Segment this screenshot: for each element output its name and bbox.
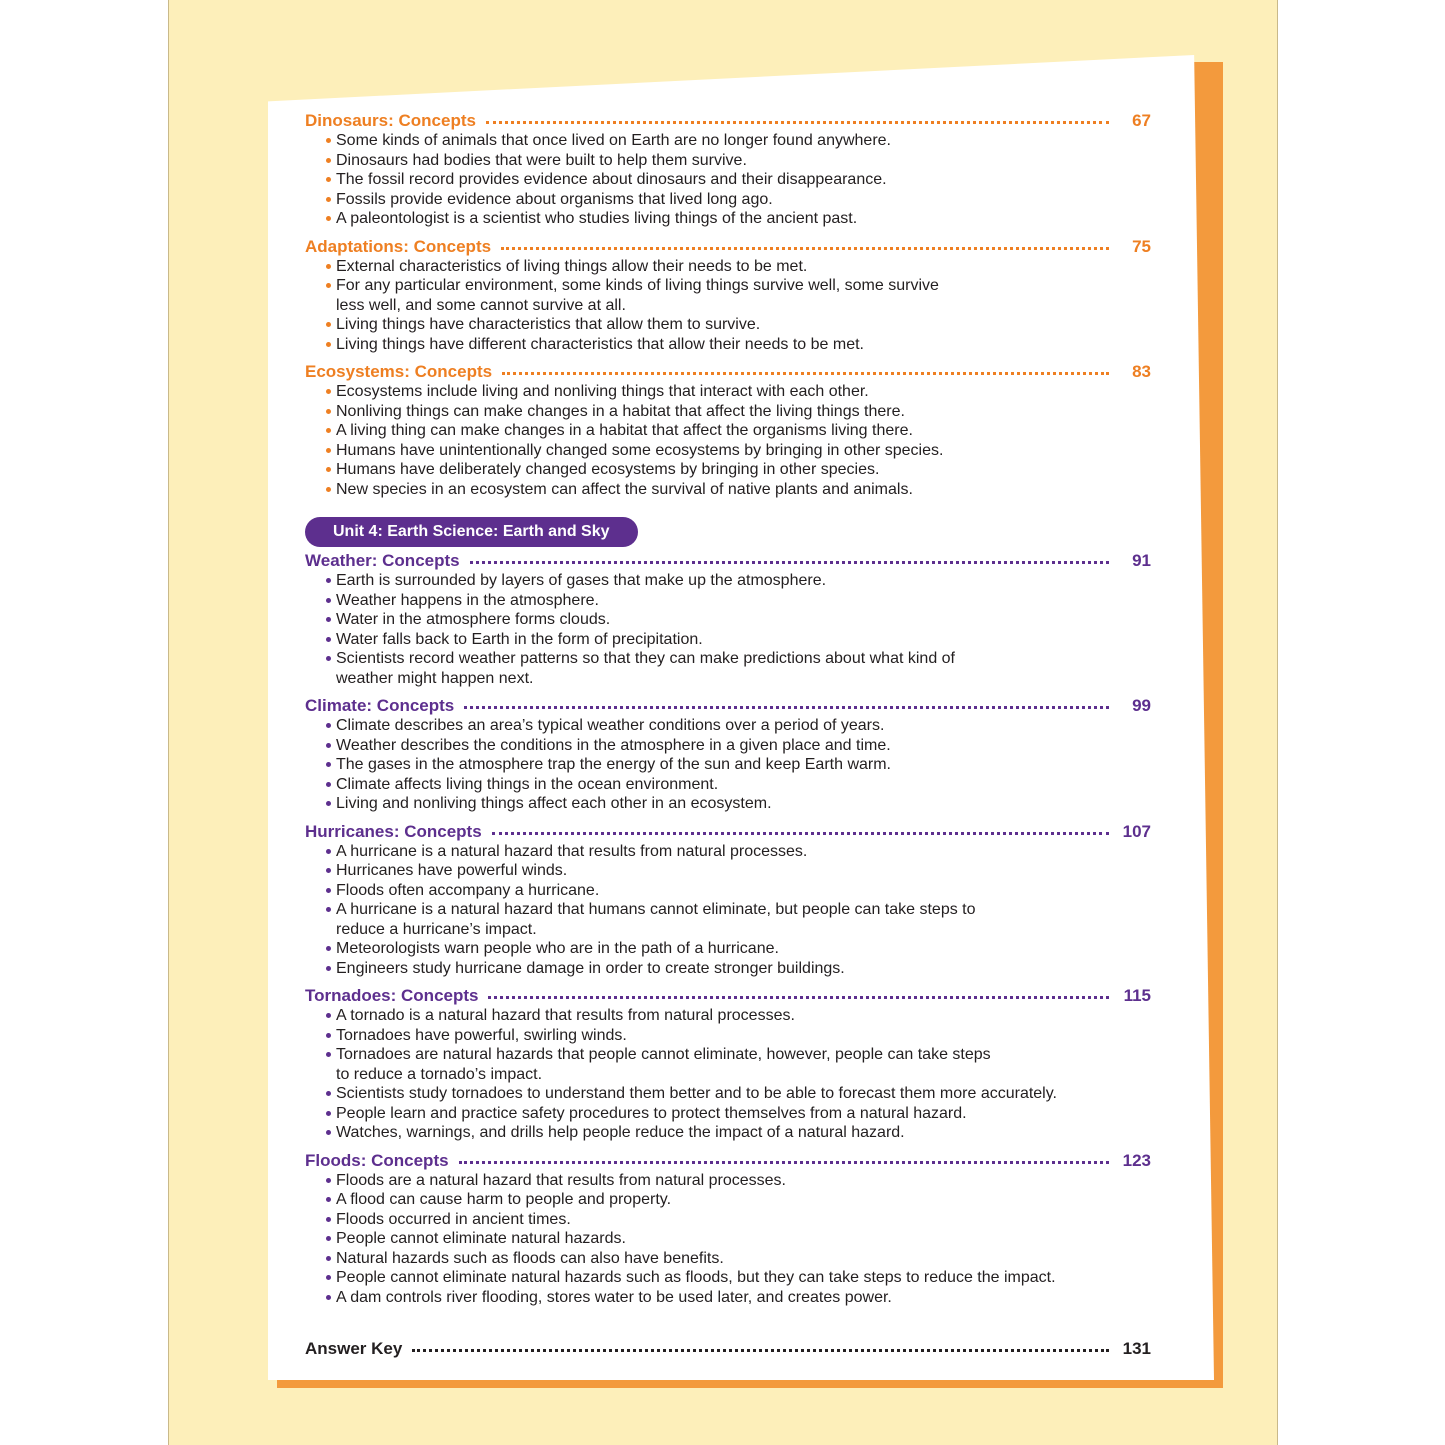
table-of-contents (305, 111, 1151, 1359)
concept-list (305, 257, 1151, 355)
entry-page-number: 75 (1132, 236, 1151, 256)
toc-entry-adaptations[interactable] (305, 237, 1151, 257)
concept-item: New species in an ecosystem can affect the survival of native plants and animals. (326, 480, 1151, 500)
concept-item: Some kinds of animals that once lived on Earth are no longer found anywhere. (326, 131, 1151, 151)
entry-page-number: 115 (1123, 986, 1151, 1005)
dot-leader (492, 832, 1109, 835)
concept-item: A paleontologist is a scientist who studies living things of the ancient past. (326, 209, 1151, 229)
concept-item: The gases in the atmosphere trap the energy of the sun and keep Earth warm. (326, 755, 1151, 775)
concept-item: Humans have unintentionally changed some ecosystems by bringing in other species. (326, 441, 1151, 461)
concept-item: Water falls back to Earth in the form of precipitation. (326, 630, 1151, 650)
concept-item: Floods occurred in ancient times. (326, 1210, 1151, 1230)
concept-item: The fossil record provides evidence about dinosaurs and their disappearance. (326, 170, 1151, 190)
concept-item: Nonliving things can make changes in a habitat that affect the living things there. (326, 402, 1151, 422)
concept-item: Watches, warnings, and drills help people reduce the impact of a natural hazard. (326, 1123, 1151, 1143)
concept-item: Hurricanes have powerful winds. (326, 861, 1151, 881)
toc-entry-floods[interactable] (305, 1151, 1151, 1171)
toc-entry-weather[interactable] (305, 551, 1151, 571)
concept-item: A dam controls river flooding, stores water to be used later, and creates power. (326, 1288, 1151, 1308)
toc-entry-tornadoes[interactable] (305, 986, 1151, 1006)
concept-list (305, 1171, 1151, 1308)
entry-page-number: 67 (1132, 111, 1151, 130)
concept-item: Tornadoes have powerful, swirling winds. (326, 1026, 1151, 1046)
entry-title: Weather: Concepts (305, 551, 460, 570)
toc-entry-dinosaurs[interactable] (305, 111, 1151, 131)
concept-item: External characteristics of living things allow their needs to be met. (326, 257, 1151, 277)
concept-item: Scientists record weather patterns so that they can make predictions about what kind of weather might happen next. (326, 649, 986, 688)
entry-page-number: 131 (1122, 1339, 1151, 1358)
concept-item: Engineers study hurricane damage in order to create stronger buildings. (326, 959, 1151, 979)
entry-page-number: 123 (1122, 1150, 1151, 1170)
concept-item: Meteorologists warn people who are in the path of a hurricane. (326, 939, 1151, 959)
entry-title: Ecosystems: Concepts (305, 362, 493, 381)
concept-item: Floods often accompany a hurricane. (326, 881, 1151, 901)
toc-entry-hurricanes[interactable] (305, 822, 1151, 842)
toc-entry-answer-key[interactable] (305, 1339, 1151, 1359)
toc-entry-climate[interactable] (305, 696, 1151, 716)
concept-item: Living things have different characteristics that allow their needs to be met. (326, 335, 1151, 355)
dot-leader (502, 372, 1109, 375)
concept-item: Living things have characteristics that allow them to survive. (326, 315, 1151, 335)
concept-item: People cannot eliminate natural hazards. (326, 1229, 1151, 1249)
dot-leader (470, 561, 1109, 564)
concept-item: Ecosystems include living and nonliving things that interact with each other. (326, 382, 1151, 402)
concept-list (305, 131, 1151, 229)
concept-item: Floods are a natural hazard that results from natural processes. (326, 1171, 1151, 1191)
concept-list (305, 382, 1151, 499)
entry-page-number: 83 (1132, 362, 1151, 381)
entry-title: Adaptations: Concepts (305, 236, 492, 256)
entry-title: Answer Key (305, 1339, 403, 1358)
concept-item: For any particular environment, some kinds of living things survive well, some survive less well, and some cannot survive at all. (326, 276, 956, 315)
concept-list (305, 571, 1151, 688)
concept-item: Natural hazards such as floods can also have benefits. (326, 1249, 1151, 1269)
concept-item: A tornado is a natural hazard that results from natural processes. (326, 1006, 1151, 1026)
concept-item: Earth is surrounded by layers of gases that make up the atmosphere. (326, 571, 1151, 591)
concept-item: Humans have deliberately changed ecosystems by bringing in other species. (326, 460, 1151, 480)
dot-leader (501, 247, 1109, 250)
concept-item: Weather happens in the atmosphere. (326, 591, 1151, 611)
concept-item: Tornadoes are natural hazards that people cannot eliminate, however, people can take steps to reduce a tornado’s impact. (326, 1045, 996, 1084)
concept-item: A flood can cause harm to people and property. (326, 1190, 1151, 1210)
concept-item: Scientists study tornadoes to understand them better and to be able to forecast them more accurately. (326, 1084, 1151, 1104)
concept-item: A living thing can make changes in a habitat that affect the organisms living there. (326, 421, 1151, 441)
concept-item: People cannot eliminate natural hazards such as floods, but they can take steps to reduce the impact. (326, 1268, 1151, 1288)
entry-title: Hurricanes: Concepts (305, 821, 482, 841)
concept-list (305, 1006, 1151, 1143)
concept-item: Climate describes an area’s typical weather conditions over a period of years. (326, 716, 1151, 736)
section-spacer (305, 1307, 1151, 1331)
dot-leader (488, 996, 1109, 999)
concept-item: People learn and practice safety procedures to protect themselves from a natural hazard. (326, 1104, 1151, 1124)
unit-4-banner: Unit 4: Earth Science: Earth and Sky (305, 517, 638, 547)
concept-item: A hurricane is a natural hazard that results from natural processes. (326, 842, 1151, 862)
concept-item: Living and nonliving things affect each other in an ecosystem. (326, 794, 1151, 814)
entry-title: Floods: Concepts (305, 1150, 449, 1170)
entry-title: Climate: Concepts (305, 696, 455, 715)
entry-page-number: 99 (1132, 696, 1151, 715)
concept-list (305, 716, 1151, 814)
concept-item: Climate affects living things in the ocean environment. (326, 775, 1151, 795)
entry-title: Dinosaurs: Concepts (305, 111, 476, 130)
concept-item: Fossils provide evidence about organisms that lived long ago. (326, 190, 1151, 210)
dot-leader (464, 706, 1109, 709)
entry-page-number: 91 (1132, 551, 1151, 570)
concept-list (305, 842, 1151, 979)
dot-leader (486, 121, 1109, 124)
concept-item: A hurricane is a natural hazard that humans cannot eliminate, but people can take steps to reduce a hurricane’s impact. (326, 900, 1006, 939)
concept-item: Water in the atmosphere forms clouds. (326, 610, 1151, 630)
concept-item: Weather describes the conditions in the atmosphere in a given place and time. (326, 736, 1151, 756)
concept-item: Dinosaurs had bodies that were built to help them survive. (326, 151, 1151, 171)
dot-leader (412, 1349, 1109, 1352)
dot-leader (459, 1161, 1109, 1164)
entry-page-number: 107 (1122, 821, 1151, 841)
toc-entry-ecosystems[interactable] (305, 362, 1151, 382)
entry-title: Tornadoes: Concepts (305, 986, 479, 1005)
